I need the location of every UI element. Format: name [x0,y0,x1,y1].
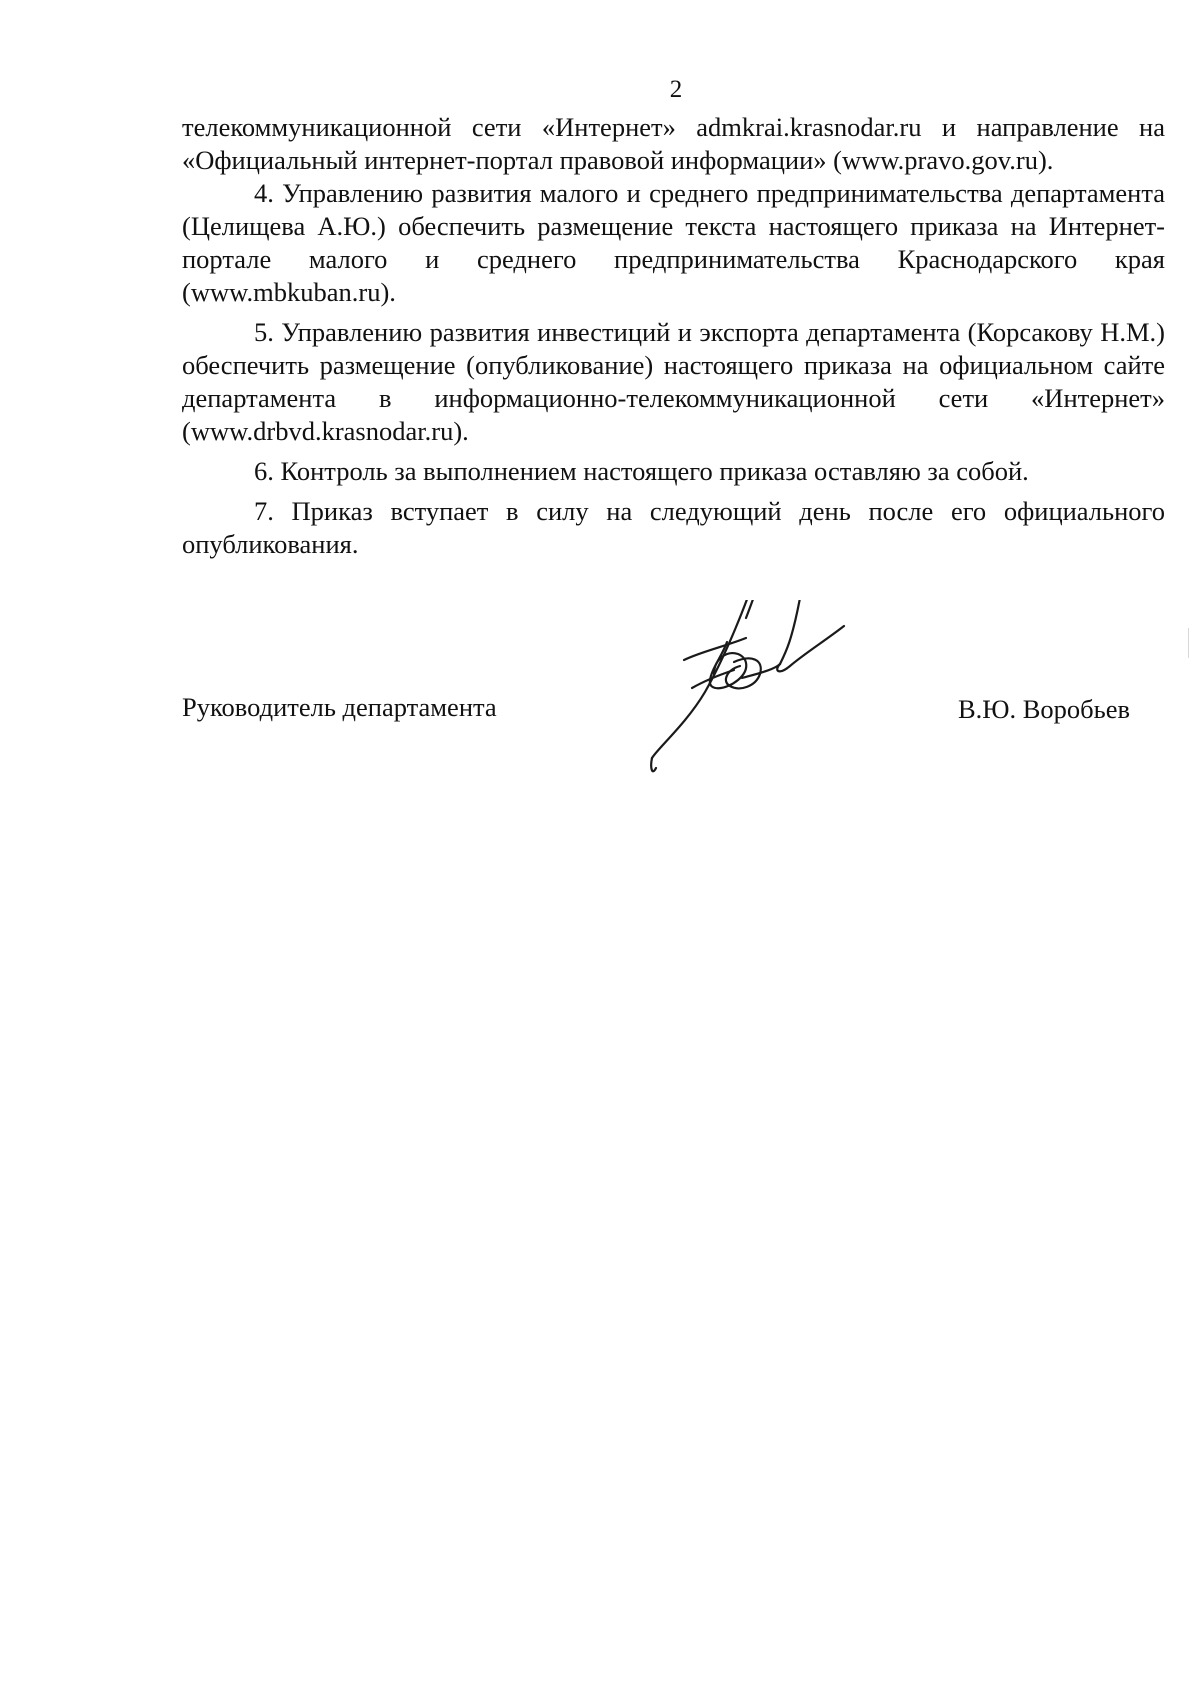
paragraph-item-4: 4. Управлению развития малого и среднего предпринимательства департамента (Целищева А.Ю.) обеспечить размещение текста настоящего приказа на Интернет-портале малого и среднего предпринимательства Краснодарского края (www.mbkuban.ru). [182,178,1165,307]
signature-stroke [746,600,760,618]
paragraph-item-5: 5. Управлению развития инвестиций и экспорта департамента (Корсакову Н.М.) обеспечить размещение (опубликование) настоящего приказа на официальном сайте департамента в информационно-телекоммуникационной сети «Интернет» (www.drbvd.krasnodar.ru). [182,317,1165,446]
signature-stroke [684,638,746,660]
scan-edge-mark [1188,628,1189,658]
handwritten-signature [630,600,880,800]
signature-stroke [780,600,800,664]
paragraph-item-6: 6. Контроль за выполнением настоящего приказа оставляю за собой. [254,456,1029,486]
signer-position: Руководитель департамента [182,692,497,722]
paragraph-continuation: телекоммуникационной сети «Интернет» admkrai.krasnodar.ru и направление на «Официальный интернет-портал правовой информации» (www.pravo.gov.ru). [182,112,1165,175]
signature-block [0,600,1200,800]
page-number: 2 [669,76,683,103]
signer-name: В.Ю. Воробьев [957,694,1130,724]
document-body [182,111,1165,561]
signature-stroke [651,758,656,771]
paragraph-item-7: 7. Приказ вступает в силу на следующий день после его официального опубликования. [182,496,1165,559]
